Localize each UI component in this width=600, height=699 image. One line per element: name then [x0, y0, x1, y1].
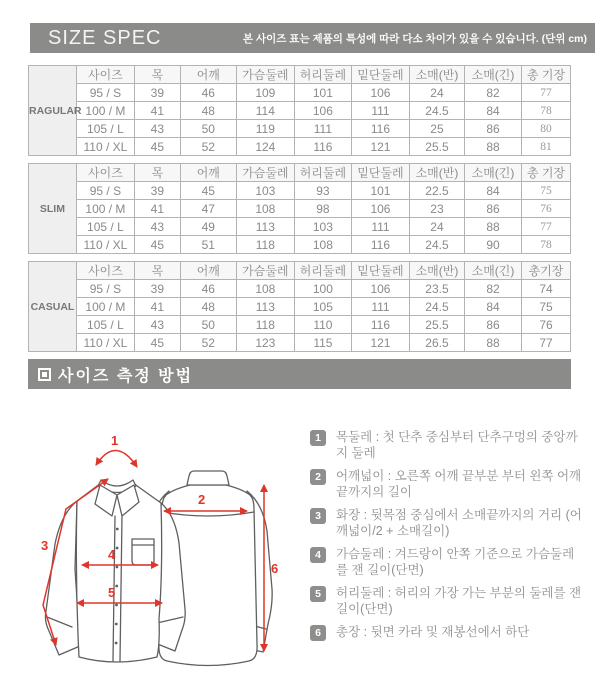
size-row [29, 236, 571, 254]
value-cell: 111 [351, 218, 409, 236]
value-cell: 43 [134, 316, 180, 334]
value-cell: 84 [464, 298, 521, 316]
column-header: 목 [134, 164, 180, 182]
value-cell: 116 [294, 138, 351, 156]
value-cell: 48 [180, 298, 236, 316]
size-cell: 110 / XL [76, 138, 134, 156]
value-cell: 124 [236, 138, 294, 156]
value-cell: 39 [134, 280, 180, 298]
value-cell: 78 [522, 102, 571, 120]
size-row [29, 334, 571, 352]
number-badge: 3 [310, 508, 326, 524]
value-cell: 24 [409, 84, 464, 102]
diagram-label-6: 6 [271, 561, 279, 576]
size-note: 본 사이즈 표는 제품의 특성에 따라 다소 차이가 있을 수 있습니다. (단위 cm) [242, 32, 587, 45]
value-cell: 86 [464, 316, 521, 334]
diagram-label-4: 4 [108, 547, 116, 562]
value-cell: 41 [134, 298, 180, 316]
value-cell: 116 [351, 120, 409, 138]
column-header: 허리둘레 [294, 164, 351, 182]
value-cell: 39 [134, 84, 180, 102]
size-table-slim [28, 163, 571, 254]
diagram-label-1: 1 [111, 433, 119, 448]
value-cell: 46 [180, 280, 236, 298]
value-cell: 118 [236, 236, 294, 254]
number-badge: 1 [310, 430, 326, 446]
value-cell: 77 [522, 218, 571, 236]
measure-text: 어깨넓이 : 오른쪽 어깨 끝부분 부터 왼쪽 어깨 끝까지의 길이 [336, 469, 582, 499]
value-cell: 25.5 [409, 138, 464, 156]
value-cell: 74 [522, 280, 571, 298]
value-cell: 111 [351, 298, 409, 316]
column-header: 소매(긴) [464, 164, 521, 182]
column-header: 총 기장 [522, 164, 571, 182]
value-cell: 80 [522, 120, 571, 138]
column-header: 가슴둘레 [236, 66, 294, 84]
value-cell: 76 [522, 316, 571, 334]
size-cell: 110 / XL [76, 334, 134, 352]
header-row [29, 164, 571, 182]
value-cell: 111 [294, 120, 351, 138]
column-header: 허리둘레 [294, 66, 351, 84]
value-cell: 88 [464, 138, 521, 156]
value-cell: 90 [464, 236, 521, 254]
column-header: 어깨 [180, 66, 236, 84]
measure-list [306, 419, 600, 685]
value-cell: 113 [236, 298, 294, 316]
measure-text: 화장 : 뒷목점 중심에서 소매끝까지의 거리 (어깨넓이/2 + 소매길이) [336, 508, 582, 538]
value-cell: 84 [464, 182, 521, 200]
value-cell: 111 [351, 102, 409, 120]
value-cell: 23 [409, 200, 464, 218]
size-cell: 100 / M [76, 200, 134, 218]
value-cell: 116 [351, 316, 409, 334]
value-cell: 86 [464, 200, 521, 218]
value-cell: 101 [351, 182, 409, 200]
size-row [29, 280, 571, 298]
size-cell: 105 / L [76, 218, 134, 236]
value-cell: 46 [180, 84, 236, 102]
group-label: SLIM [29, 164, 77, 254]
value-cell: 51 [180, 236, 236, 254]
size-cell: 95 / S [76, 84, 134, 102]
value-cell: 86 [464, 120, 521, 138]
value-cell: 45 [134, 138, 180, 156]
value-cell: 41 [134, 102, 180, 120]
value-cell: 81 [522, 138, 571, 156]
value-cell: 24 [409, 218, 464, 236]
value-cell: 121 [351, 138, 409, 156]
value-cell: 106 [351, 200, 409, 218]
size-row [29, 138, 571, 156]
column-header: 소매(반) [409, 164, 464, 182]
size-cell: 95 / S [76, 182, 134, 200]
size-row [29, 200, 571, 218]
number-badge: 6 [310, 625, 326, 641]
value-cell: 98 [294, 200, 351, 218]
measure-area [0, 419, 600, 685]
value-cell: 82 [464, 280, 521, 298]
value-cell: 123 [236, 334, 294, 352]
value-cell: 84 [464, 102, 521, 120]
column-header: 어깨 [180, 164, 236, 182]
value-cell: 113 [236, 218, 294, 236]
size-cell: 100 / M [76, 102, 134, 120]
value-cell: 106 [294, 102, 351, 120]
header-row [29, 66, 571, 84]
size-row [29, 316, 571, 334]
measure-section-header [28, 359, 571, 389]
column-header: 소매(반) [409, 262, 464, 280]
value-cell: 119 [236, 120, 294, 138]
size-cell: 105 / L [76, 120, 134, 138]
value-cell: 121 [351, 334, 409, 352]
size-cell: 100 / M [76, 298, 134, 316]
value-cell: 48 [180, 102, 236, 120]
column-header: 허리둘레 [294, 262, 351, 280]
value-cell: 25 [409, 120, 464, 138]
value-cell: 24.5 [409, 236, 464, 254]
value-cell: 50 [180, 316, 236, 334]
column-header: 총기장 [522, 262, 571, 280]
value-cell: 43 [134, 120, 180, 138]
measure-text: 가슴둘레 : 겨드랑이 안쪽 기준으로 가슴둘레를 잰 길이(단면) [336, 547, 575, 577]
value-cell: 45 [134, 236, 180, 254]
column-header: 사이즈 [76, 164, 134, 182]
value-cell: 105 [294, 298, 351, 316]
shirt-front-view [45, 480, 185, 662]
value-cell: 114 [236, 102, 294, 120]
column-header: 총 기장 [522, 66, 571, 84]
value-cell: 47 [180, 200, 236, 218]
value-cell: 108 [236, 200, 294, 218]
measure-item-3 [310, 507, 586, 539]
number-badge: 4 [310, 547, 326, 563]
number-badge: 5 [310, 586, 326, 602]
measure-item-2 [310, 468, 586, 500]
value-cell: 52 [180, 334, 236, 352]
column-header: 소매(긴) [464, 262, 521, 280]
value-cell: 22.5 [409, 182, 464, 200]
value-cell: 93 [294, 182, 351, 200]
measure-item-1 [310, 429, 586, 461]
header-row [29, 262, 571, 280]
measure-item-4 [310, 546, 586, 578]
value-cell: 45 [134, 334, 180, 352]
square-icon [38, 368, 51, 381]
column-header: 사이즈 [76, 262, 134, 280]
value-cell: 101 [294, 84, 351, 102]
value-cell: 26.5 [409, 334, 464, 352]
column-header: 밑단둘레 [351, 66, 409, 84]
value-cell: 23.5 [409, 280, 464, 298]
group-label: CASUAL [29, 262, 77, 352]
column-header: 소매(반) [409, 66, 464, 84]
value-cell: 25.5 [409, 316, 464, 334]
measure-item-5 [310, 585, 586, 617]
arrow-neck [96, 450, 137, 467]
diagram-label-2: 2 [198, 492, 206, 507]
value-cell: 118 [236, 316, 294, 334]
number-badge: 2 [310, 469, 326, 485]
group-label: RAGULAR [29, 66, 77, 156]
diagram-label-5: 5 [108, 585, 116, 600]
measure-item-6 [310, 624, 586, 641]
value-cell: 116 [351, 236, 409, 254]
value-cell: 108 [294, 236, 351, 254]
value-cell: 106 [351, 84, 409, 102]
column-header: 사이즈 [76, 66, 134, 84]
column-header: 가슴둘레 [236, 262, 294, 280]
column-header: 밑단둘레 [351, 262, 409, 280]
value-cell: 108 [236, 280, 294, 298]
size-row [29, 218, 571, 236]
value-cell: 50 [180, 120, 236, 138]
column-header: 가슴둘레 [236, 164, 294, 182]
column-header: 목 [134, 66, 180, 84]
column-header: 어깨 [180, 262, 236, 280]
value-cell: 115 [294, 334, 351, 352]
column-header: 밑단둘레 [351, 164, 409, 182]
size-table-casual [28, 261, 571, 352]
value-cell: 41 [134, 200, 180, 218]
value-cell: 75 [522, 298, 571, 316]
size-row [29, 182, 571, 200]
value-cell: 88 [464, 218, 521, 236]
value-cell: 106 [351, 280, 409, 298]
value-cell: 39 [134, 182, 180, 200]
value-cell: 24.5 [409, 102, 464, 120]
column-header: 소매(긴) [464, 66, 521, 84]
size-table-ragular [28, 65, 571, 156]
value-cell: 52 [180, 138, 236, 156]
size-spec-header [30, 23, 595, 53]
size-row [29, 84, 571, 102]
value-cell: 45 [180, 182, 236, 200]
column-header: 목 [134, 262, 180, 280]
value-cell: 100 [294, 280, 351, 298]
value-cell: 77 [522, 334, 571, 352]
measure-text: 목둘레 : 첫 단추 중심부터 단추구멍의 중앙까지 둘레 [336, 430, 578, 460]
size-row [29, 120, 571, 138]
value-cell: 109 [236, 84, 294, 102]
value-cell: 103 [294, 218, 351, 236]
value-cell: 103 [236, 182, 294, 200]
page-title: SIZE SPEC [48, 26, 162, 49]
value-cell: 76 [522, 200, 571, 218]
size-row [29, 298, 571, 316]
size-cell: 110 / XL [76, 236, 134, 254]
size-tables [28, 65, 571, 352]
value-cell: 49 [180, 218, 236, 236]
value-cell: 43 [134, 218, 180, 236]
value-cell: 77 [522, 84, 571, 102]
value-cell: 82 [464, 84, 521, 102]
size-cell: 95 / S [76, 280, 134, 298]
value-cell: 110 [294, 316, 351, 334]
value-cell: 24.5 [409, 298, 464, 316]
size-cell: 105 / L [76, 316, 134, 334]
value-cell: 75 [522, 182, 571, 200]
measure-text: 허리둘레 : 허리의 가장 가는 부분의 둘레를 잰 길이(단면) [336, 586, 582, 616]
value-cell: 78 [522, 236, 571, 254]
section-title: 사이즈 측정 방법 [58, 367, 194, 385]
measure-text: 총장 : 뒷면 카라 및 재봉선에서 하단 [336, 625, 530, 639]
shirt-measure-diagram [16, 419, 306, 685]
value-cell: 88 [464, 334, 521, 352]
size-row [29, 102, 571, 120]
diagram-label-3: 3 [41, 538, 49, 553]
